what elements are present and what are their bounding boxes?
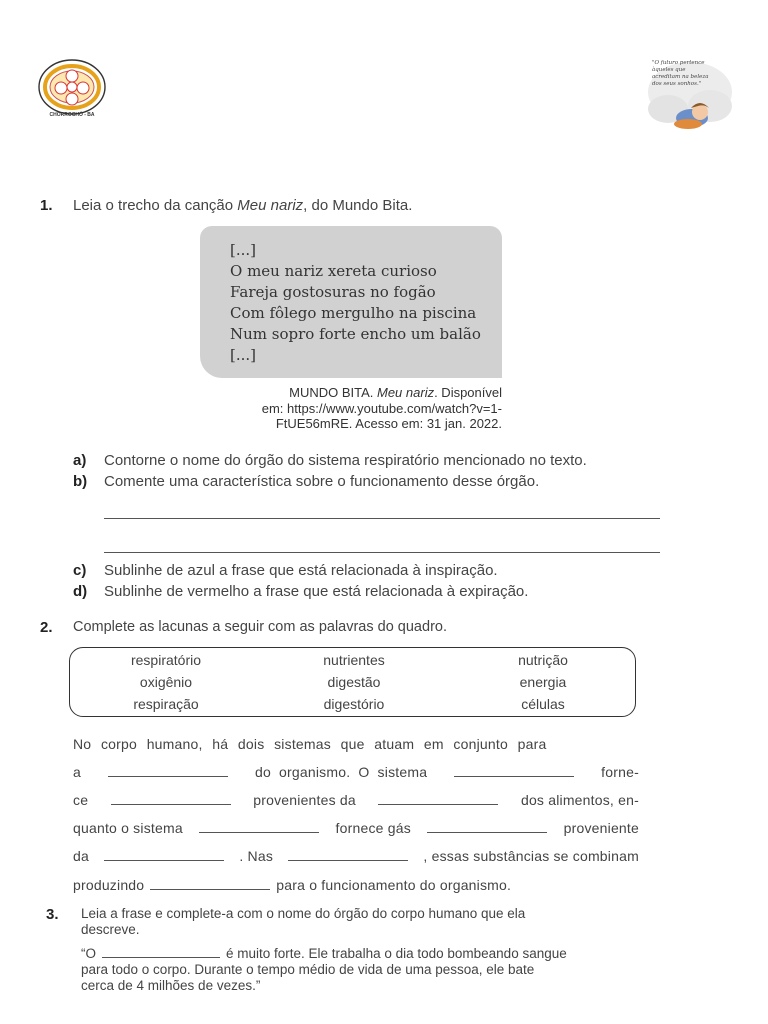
blank-line[interactable]	[199, 832, 319, 833]
school-seal-icon	[36, 58, 108, 120]
paragraph-line	[73, 792, 639, 808]
word-cell: oxigênio	[139, 674, 193, 690]
source-title: Meu nariz	[377, 385, 435, 400]
q3-intro-line: Leia a frase e complete-a com o nome do órgão do corpo humano que ela	[81, 906, 526, 921]
text-segment: produzindo	[73, 877, 145, 893]
word-cell: digestão	[327, 674, 381, 690]
q3-number: 3.	[46, 906, 59, 923]
text-segment: proveniente	[563, 820, 639, 836]
blank-line[interactable]	[108, 776, 228, 777]
blank-line[interactable]	[427, 832, 547, 833]
text-segment: do organismo. O sistema	[254, 764, 428, 780]
blank-line[interactable]	[150, 889, 270, 890]
song-source	[200, 385, 502, 432]
q3-quote	[81, 946, 671, 994]
blank-line[interactable]	[288, 860, 408, 861]
text-segment: fornece gás	[335, 820, 411, 836]
text-segment: da	[73, 848, 89, 864]
item-b-label: b)	[73, 473, 88, 490]
quote-open: “O	[81, 946, 96, 961]
logo-caption: CHORROCHÓ - BA	[49, 112, 95, 118]
q1-number: 1.	[40, 197, 53, 214]
source-url: em: https://www.youtube.com/watch?v=1-	[261, 400, 502, 416]
word-cell: respiração	[133, 696, 199, 712]
poem-line: [...]	[230, 241, 257, 259]
paragraph-line	[73, 848, 639, 864]
q1-intro	[73, 197, 412, 214]
q2-number: 2.	[40, 619, 53, 636]
blank-line[interactable]	[378, 804, 498, 805]
text-segment: . Nas	[239, 848, 274, 864]
item-a-text: Contorne o nome do órgão do sistema respiratório mencionado no texto.	[104, 452, 587, 469]
poem-line: Com fôlego mergulho na piscina	[230, 304, 477, 322]
word-cell: células	[521, 696, 565, 712]
item-d-label: d)	[73, 583, 88, 600]
source-author: MUNDO BITA.	[289, 385, 377, 400]
text-segment: forne-	[601, 764, 639, 780]
song-excerpt	[200, 226, 502, 378]
item-c-label: c)	[73, 562, 87, 579]
poem-line: Fareja gostosuras no fogão	[230, 283, 436, 301]
q3-intro-line: descreve.	[81, 922, 140, 937]
word-cell: respiratório	[130, 652, 202, 668]
paragraph-line	[73, 877, 511, 893]
blank-line[interactable]	[111, 804, 231, 805]
text-segment: , essas substâncias se combinam	[423, 848, 639, 864]
word-cell: nutrientes	[323, 652, 385, 668]
text-segment: quanto o sistema	[73, 820, 183, 836]
text-segment: ce	[73, 792, 89, 808]
blank-line[interactable]	[104, 860, 224, 861]
blank-line[interactable]	[454, 776, 574, 777]
word-cell: energia	[519, 674, 567, 690]
text-segment: dos alimentos, en-	[520, 792, 639, 808]
paragraph-line: No corpo humano, há dois sistemas que atuam em conjunto para	[73, 736, 547, 752]
poem-line: [...]	[230, 346, 257, 364]
item-b-text: Comente uma característica sobre o funcionamento desse órgão.	[104, 473, 540, 490]
word-box	[69, 647, 636, 717]
paragraph-line	[73, 820, 639, 836]
quote-text: é muito forte. Ele trabalha o dia todo bombeando sangue	[226, 946, 567, 961]
quote-text: cerca de 4 milhões de vezes.”	[81, 978, 261, 993]
header-quote: "O futuro pertence àqueles que acreditam na beleza dos seus sonhos."	[652, 60, 709, 87]
poem-line: Num sopro forte encho um balão	[230, 325, 481, 343]
item-d-text: Sublinhe de vermelho a frase que está relacionada à expiração.	[104, 583, 529, 600]
paragraph-line	[73, 764, 639, 780]
word-cell: digestório	[323, 696, 385, 712]
item-a-label: a)	[73, 452, 87, 469]
blank-line[interactable]	[102, 957, 220, 958]
q3-intro	[81, 906, 671, 938]
source-available: . Disponível	[434, 385, 502, 400]
quote-text: para todo o corpo. Durante o tempo médio de vida de uma pessoa, ele bate	[81, 962, 535, 977]
answer-line[interactable]	[104, 518, 660, 519]
q1-intro-before: Leia o trecho da canção	[73, 197, 238, 214]
q1-intro-after: , do Mundo Bita.	[303, 197, 413, 214]
item-c-text: Sublinhe de azul a frase que está relacionada à inspiração.	[104, 562, 498, 579]
answer-line[interactable]	[104, 552, 660, 553]
poem-line: O meu nariz xereta curioso	[230, 262, 437, 280]
q2-intro: Complete as lacunas a seguir com as palavras do quadro.	[73, 619, 447, 635]
text-segment: a	[73, 764, 81, 780]
source-access: FtUE56mRE. Acesso em: 31 jan. 2022.	[275, 416, 502, 431]
word-cell: nutrição	[518, 652, 568, 668]
text-segment: provenientes da	[253, 792, 356, 808]
q1-song-title: Meu nariz	[237, 197, 304, 214]
text-segment: para o funcionamento do organismo.	[276, 877, 512, 893]
